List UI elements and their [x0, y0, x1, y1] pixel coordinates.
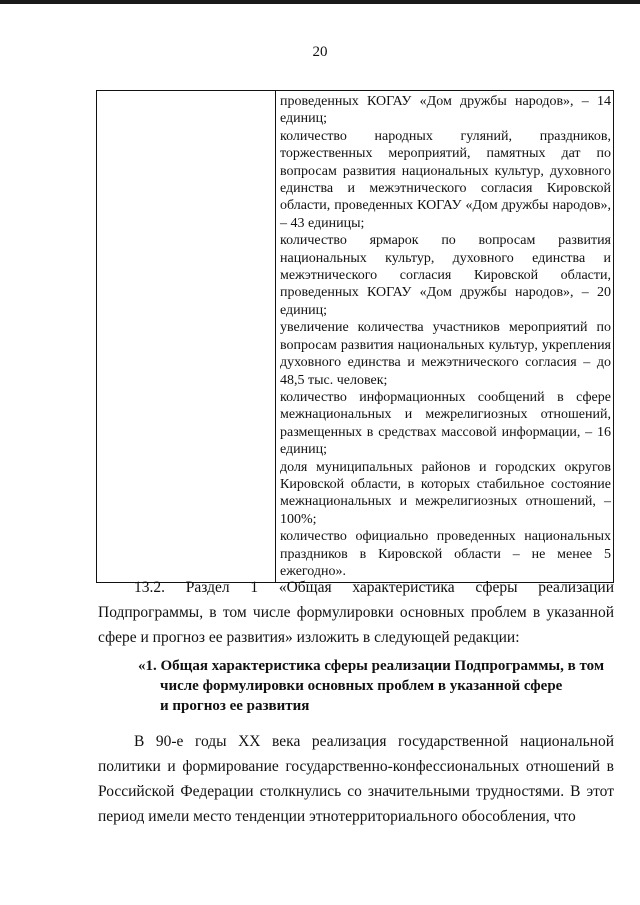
table-cell-left — [97, 91, 276, 583]
amendment-number: 13.2. — [134, 579, 165, 596]
indicator-item: количество народных гуляний, праздников, торжественных мероприятий, памятных дат по вопросам развития национальных культур, духовного единства и межэтнического согласия Кировской области, проведенных КОГАУ «Дом дружбы народов», – 43 единицы; — [280, 128, 611, 231]
heading-line: и прогноз ее развития — [160, 698, 310, 714]
section-heading — [138, 656, 616, 716]
body-paragraph-text: В 90-е годы XX века реализация государственной национальной политики и формирование государственно-конфессиональных отношений в Российской Федерации столкнулись со значительными трудностями. В этот период имели место тенденции этнотерриториального обособления, что — [98, 733, 614, 825]
page-number: 20 — [312, 44, 328, 60]
table-row — [97, 91, 614, 583]
amendment-section-num: 1 — [250, 579, 259, 596]
indicator-item: доля муниципальных районов и городских округов Кировской области, в которых стабильное состояние межнациональных и межрелигиозных отношений, – 100%; — [280, 459, 611, 527]
indicator-item: количество официально проведенных национальных праздников в Кировской области – не менее 5 ежегодно». — [280, 529, 611, 579]
indicator-list — [276, 91, 613, 582]
amendment-paragraph — [98, 575, 614, 650]
heading-line: числе формулировки основных проблем в указанной сфере — [160, 678, 563, 694]
indicator-item: проведенных КОГАУ «Дом дружбы народов», – 14 единиц; — [280, 94, 611, 127]
indicator-item: количество информационных сообщений в сфере межнациональных и межрелигиозных отношений, размещенных в средствах массовой информации, – 16 единиц; — [280, 389, 611, 458]
amendment-word-section: Раздел — [185, 579, 230, 596]
indicator-item: количество ярмарок по вопросам развития национальных культур, духовного единства и межэтнического согласия Кировской области, проведенных КОГАУ «Дом дружбы народов», – 20 единиц; — [280, 233, 611, 318]
amendment-first-line — [98, 575, 614, 600]
amendment-text: Подпрограммы, в том числе формулировки основных проблем в указанной сфере и прогноз ее развития» изложить в следующей редакции: — [98, 604, 614, 646]
amendment-word: «Общая — [278, 579, 332, 596]
heading-line: «1. Общая характеристика сферы реализации Подпрограммы, в том — [138, 658, 605, 674]
body-paragraph — [98, 729, 614, 829]
amendment-word: характеристика — [352, 579, 455, 596]
indicators-table — [96, 90, 614, 583]
table-cell-right — [276, 91, 614, 583]
amendment-word: реализации — [538, 579, 614, 596]
top-border-rule — [0, 0, 640, 4]
indicator-item: увеличение количества участников мероприятий по вопросам развития национальных культур, укрепления духовного единства и межэтнического согласия – до 48,5 тыс. человек; — [280, 320, 611, 388]
amendment-word: сферы — [475, 579, 518, 596]
